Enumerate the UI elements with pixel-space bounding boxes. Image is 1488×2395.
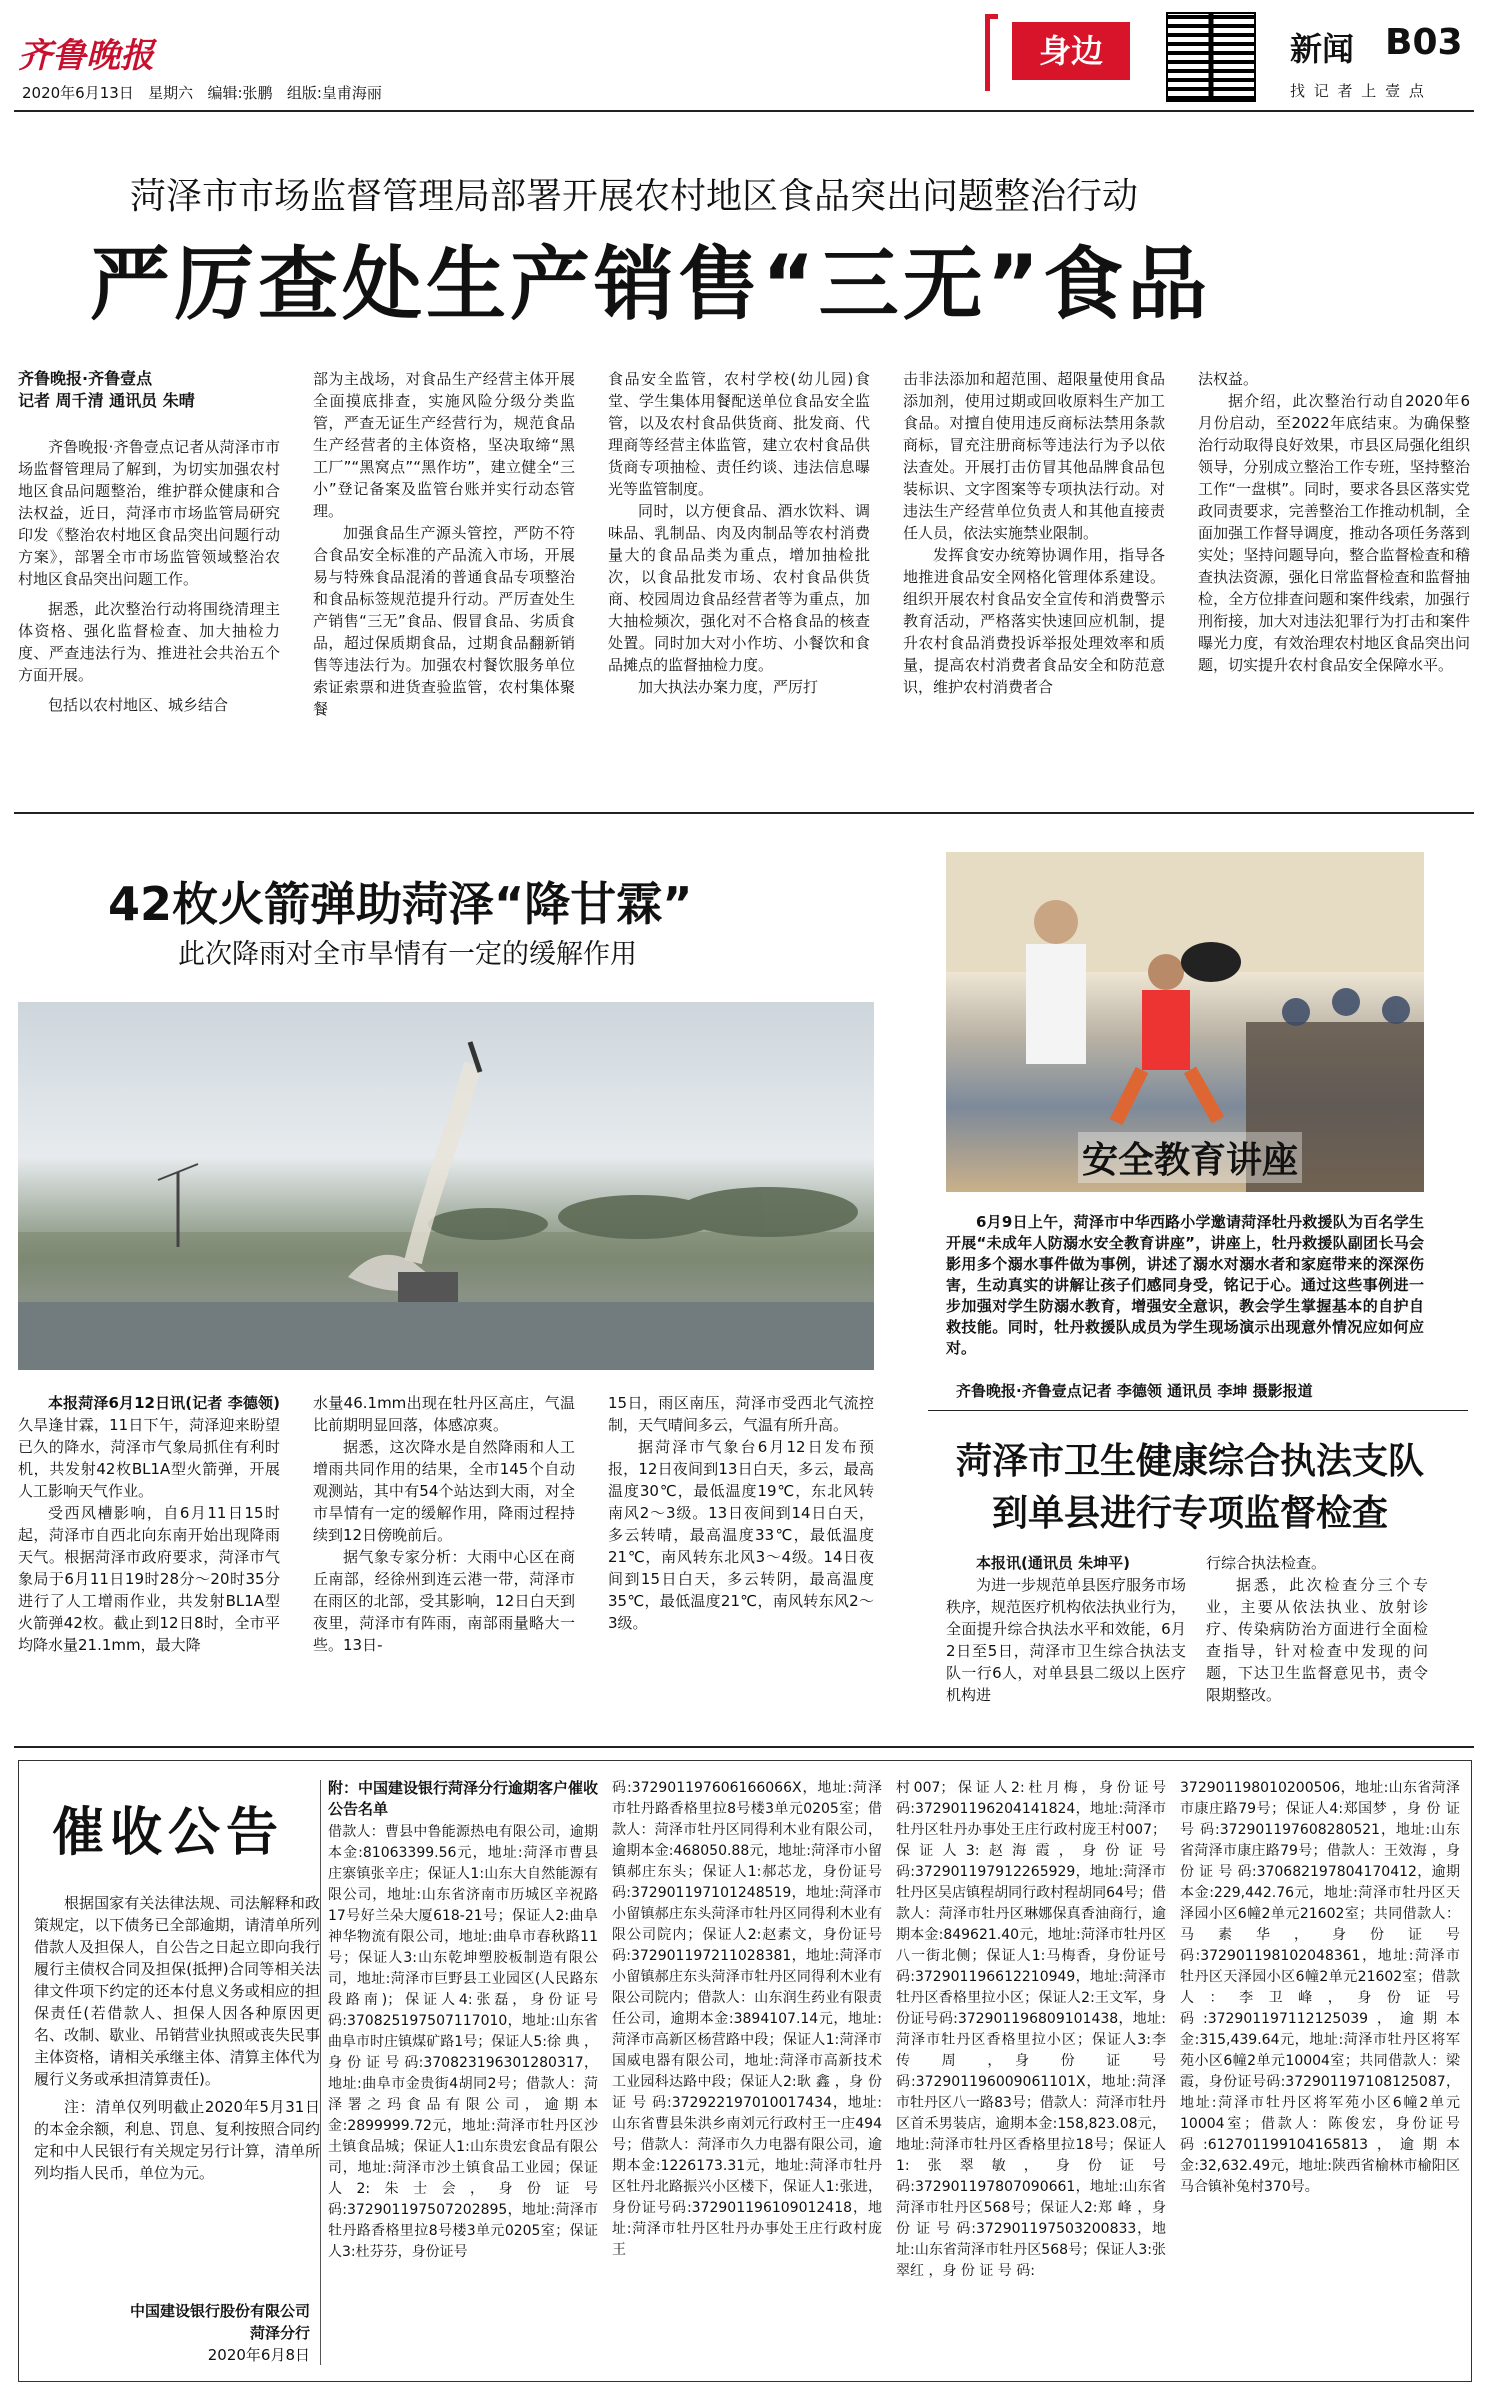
notice-issuer: 中国建设银行股份有限公司 [129,2302,310,2320]
article1-byline [18,368,195,412]
rocket-launch-illustration [18,1002,874,1370]
notice-list-text: 码:372901197606166066X，地址:菏泽市牡丹路香格里拉8号楼3单元0205室；借款人：菏泽市牡丹区同得利木业有限公司，逾期本金:468050.88元，地址:菏泽市小留镇郝庄东头；保证人1:郝芯龙，身份证号码:372901197101248519，地址:菏泽市小留镇郝庄东头菏泽市牡丹区同得利木业有限公司院内；保证人2:赵素文，身份证号码:372901197211028381，地址:菏泽市小留镇郝庄东头菏泽市牡丹区同得利木业有限公司院内；借款人：山东润生药业有限责任公司，逾期本金:3894107.14元，地址:菏泽市高新区杨营路中段；保证人1:菏泽市国威电器有限公司，地址:菏泽市高新技术工业园科达路中段；保证人2:耿 鑫 ，身 份 证 号 码:372922197010017434，地址:山东省曹县朱洪乡南刘元行政村王一庄494号；借款人：菏泽市久力电器有限公司，逾期本金:1226173.31元，地址:菏泽市牡丹区牡丹北路振兴小区楼下，保证人1:张进，身份证号码:372901196109012418，地址:菏泽市牡丹区牡丹办事处王庄行政村庞王 [612,1780,882,2258]
article2-paragraph: 据菏泽市气象台6月12日发布预报，12日夜间到13日白天，多云，最高温度30℃，最低温度19℃，东北风转南风2～3级。13日夜间到14日白天，多云转晴，最高温度33℃，最低温度21℃，南风转东北风3～4级。14日夜间到15日白天，多云转阴，最高温度35℃，最低温度21℃，南风转东风2～3级。 [608,1438,874,1632]
article2-paragraph: 据悉，这次降水是自然降雨和人工增雨共同作用的结果，全市145个自动观测站，其中有54个站达到大雨，对全市旱情有一定的缓解作用，降雨过程持续到12日傍晚前后。 [313,1438,575,1544]
article1-paragraph: 齐鲁晚报·齐鲁壹点记者从菏泽市市场监督管理局了解到，为切实加强农村地区食品问题整治，维护群众健康和合法权益，近日，菏泽市市场监管局研究印发《整治农村地区食品突出问题行动方案》，部署全市市场监管领域整治农村地区食品突出问题工作。 [18,438,280,588]
article1-column-2 [313,368,575,796]
article1-paragraph: 食品安全监管，农村学校(幼儿园)食堂、学生集体用餐配送单位食品安全监管，以及农村食品供货商、批发商、代理商等经营主体监管，建立农村食品供货商专项抽检、责任约谈、违法信息曝光等监管制度。 [608,370,870,498]
photo-story-body [946,1212,1424,1358]
photo-story-divider [928,1410,1468,1411]
article2-paragraph: 水量46.1mm出现在牡丹区高庄，气温比前期明显回落，体感凉爽。 [313,1394,575,1434]
article1-column-3 [608,368,870,796]
article2-paragraph [18,1392,280,1502]
issue-date: 2020年6月13日 [22,84,134,102]
photo-story-caption-title: 安全教育讲座 [1078,1132,1302,1183]
notice-signature [60,2300,310,2366]
masthead-rule [14,110,1474,112]
notice-list-column-4 [1180,1778,1460,2370]
article1-paragraph: 发挥食安办统筹协调作用，指导各地推进食品安全网格化管理体系建设。组织开展农村食品安全宣传和消费警示教育活动，严格落实快速回应机制，提升农村食品消费投诉举报处理效率和质量，提高农村消费者食品安全和防范意识，维护农村消费者合 [903,546,1165,696]
article1-byline-outlet: 齐鲁晚报·齐鲁壹点 [18,369,153,388]
article1-paragraph: 部为主战场，对食品生产经营主体开展全面摸底排查，实施风险分级分类监管，严查无证生产经营行为，规范食品生产经营者的主体资格，坚决取缔“黑工厂”“黑窝点”“黑作坊”，建立健全“三小”登记备案及监管台账并实行动态管理。 [313,370,575,520]
article1-column-4 [903,368,1165,796]
article1-paragraph: 加大执法办案力度，严厉打 [638,678,819,696]
notice-title: 催收公告 [52,1803,285,1863]
notice-branch: 菏泽分行 [249,2324,310,2342]
article2-paragraph: 受西风槽影响，自6月11日15时起，菏泽市自西北向东南开始出现降雨天气。根据菏泽市政府要求，菏泽市气象局于6月11日19时28分～20时35分进行了人工增雨作业，共发射BL1A型火箭弹42枚。截止到12日8时，全市平均降水量21.1mm，最大降 [18,1504,280,1654]
article3-column-1 [946,1552,1186,1722]
article3-paragraph: 行综合执法检查。 [1206,1554,1327,1572]
notice-body [34,1892,320,2292]
section-badge: 身边 [1012,22,1130,80]
issue-weekday: 星期六 [148,84,194,102]
article1-paragraph: 包括以农村地区、城乡结合 [48,696,229,714]
article2-headline: 42枚火箭弹助菏泽“降甘霖” [108,877,693,931]
masthead-info [22,82,382,103]
notice-list-column-1 [328,1822,598,2370]
article1-column-1 [18,436,280,796]
notice-list-text: 村007；保证人2:杜月梅，身份证号码:372901196204141824，地址:菏泽市牡丹区牡丹办事处王庄行政村庞王村007；保证人3:赵海霞，身份证号码:372901197912265929，地址:菏泽市牡丹区吴店镇程胡同行政村程胡同64号；借款人：菏泽市牡丹区琳娜保真香油商行，逾期本金:849621.40元，地址:菏泽市牡丹区八一街北侧；保证人1:马梅香，身份证号码:372901196612210949，地址:菏泽市牡丹区香格里拉小区；保证人2:王文军，身份证号码:372901196809101438，地址:菏泽市牡丹区香格里拉小区；保证人3:李 传 周 ，身 份 证 号 码:372901196009061101X，地址:菏泽市牡丹区八一路83号；借款人：菏泽市牡丹区首禾男装店，逾期本金:158,823.08元，地址:菏泽市牡丹区香格里拉18号；保证人1:张翠敏，身份证号码:372901197807090661，地址:山东省菏泽市牡丹区568号；保证人2:郑 峰 ，身 份 证 号 码:372901197503200833，地址:山东省菏泽市牡丹区568号；保证人3:张翠红 ，身 份 证 号 码: [896,1780,1166,2279]
notice-list-heading: 附：中国建设银行菏泽分行逾期客户催收公告名单 [328,1779,599,1818]
article3-paragraph: 本报讯(通讯员 朱坤平) [976,1554,1130,1572]
notice-paragraph: 注：清单仅列明截止2020年5月31日的本金余额，利息、罚息、复利按照合同约定和中人民银行有关规定另行计算，清单所列均指人民币，单位为元。 [34,2098,320,2182]
notice-date: 2020年6月8日 [207,2346,310,2364]
article1-byline-authors: 记者 周千清 通讯员 朱晴 [18,391,195,410]
article3-paragraph: 为进一步规范单县医疗服务市场秩序，规范医疗机构依法执业行为，全面提升综合执法水平和效能，6月2日至5日，菏泽市卫生综合执法支队一行6人，对单县县二级以上医疗机构进 [946,1576,1186,1704]
article3-column-2 [1206,1552,1428,1722]
notice-list-text: 372901198010200506，地址:山东省菏泽市康庄路79号；保证人4:郑国梦 ，身 份 证 号 码:372901197608280521，地址:山东省菏泽市康庄路79号；借款人：王效海 ，身 份 证 号 码:370682197804170412，逾期本金:229,442.76元，地址:菏泽市牡丹区天泽园小区6幢2单元21602室；共同借款人：马素华，身份证号码:372901198102048361，地址:菏泽市牡丹区天泽园小区6幢2单元21602室；借款人：李卫峰，身份证号码:372901197112125039，逾期本金:315,439.64元，地址:菏泽市牡丹区将军苑小区6幢2单元10004室；共同借款人：梁霞，身份证号码:372901197108125087，地址:菏泽市牡丹区将军苑小区6幢2单元10004室；借款人：陈俊宏，身份证号码:612701199104165813，逾期本金:32,632.49元，地址:陕西省榆林市榆阳区马合镇补兔村370号。 [1180,1780,1460,2195]
notice-paragraph: 根据国家有关法律法规、司法解释和政策规定，以下债务已全部逾期，请清单所列借款人及担保人，自公告之日起立即向我行履行主债权合同及担保(抵押)合同等相关法律文件项下约定的还本付息义务或相应的担保责任(若借款人、担保人因各种原因更名、改制、歇业、吊销营业执照或丧失民事主体资格，请相关承继主体、清算主体代为履行义务或承担清算责任)。 [34,1894,320,2088]
article2-paragraph: 15日，雨区南压，菏泽市受西北气流控制，天气晴间多云，气温有所升高。 [608,1394,874,1434]
photo-story-paragraph: 6月9日上午，菏泽市中华西路小学邀请菏泽牡丹救援队为百名学生开展“未成年人防溺水安全教育讲座”，讲座上，牡丹救援队副团长马会影用多个溺水事件做为事例，讲述了溺水对溺水者和家庭带来的深深伤害，生动真实的讲解让孩子们感同身受，铭记于心。通过这些事例进一步加强对学生防溺水教育，增强安全意识，教会学生掌握基本的自护自救技能。同时，牡丹救援队成员为学生现场演示出现意外情况应如何应对。 [946,1213,1424,1357]
notice-list-text: 借款人：曹县中鲁能源热电有限公司，逾期本金:81063399.56元，地址:菏泽市曹县庄寨镇张辛庄；保证人1:山东大自然能源有限公司，地址:山东省济南市历城区辛祝路17号好兰朵大厦618-21号；保证人2:曲阜神华物流有限公司，地址:曲阜市春秋路11号；保证人3:山东乾坤塑胶板制造有限公司，地址:菏泽市巨野县工业园区(人民路东段路南)；保证人4:张磊，身份证号码:370825197507117010，地址:山东省曲阜市时庄镇煤矿路1号；保证人5:徐 典 ，身 份 证 号 码:370823196301280317，地址:曲阜市金贵街4胡同2号；借款人：菏泽署之玛食品有限公司，逾期本金:2899999.72元，地址:菏泽市牡丹区沙土镇食品城；保证人1:山东贵宏食品有限公司，地址:菏泽市沙土镇食品工业园；保证人2:朱士会，身份证号码:372901197507202895，地址:菏泽市牡丹路香格里拉8号楼3单元0205室；保证人3:杜芬芬，身份证号 [328,1824,598,2260]
article1-headline: 严厉查处生产销售“三无”食品 [90,238,1212,331]
masthead-tagline: 找 记 者 上 壹 点 [1290,82,1426,100]
article1-paragraph: 击非法添加和超范围、超限量使用食品添加剂，使用过期或回收原料生产加工食品。对擅自使用违反商标法禁用条款商标，冒充注册商标等违法行为予以依法查处。开展打击仿冒其他品牌食品包装标识、文字图案等专项执法行动。对违法生产经营单位负责人和其他直接责任人员，依法实施禁业限制。 [903,370,1165,542]
article3-headline-line1: 菏泽市卫生健康综合执法支队 [955,1441,1424,1482]
qr-code-icon [1166,12,1256,102]
article1-paragraph: 据悉，此次整治行动将围绕清理主体资格、强化监督检查、加大抽检力度、严查违法行为、推进社会共治五个方面开展。 [18,600,280,684]
notice-list-column-2 [612,1778,882,2370]
notice-column-divider [320,1780,321,2365]
article1-paragraph: 法权益。 [1198,370,1259,388]
article1-paragraph: 据介绍，此次整治行动自2020年6月份启动，至2022年底结束。为确保整治行动取得良好效果，市县区局强化组织领导，分别成立整治工作专班，坚持整治工作“一盘棋”。同时，要求各县区落实党政同责要求，完善整治工作推动机制，全面加强工作督导调度，推动各项任务落到实处；坚持问题导向，整合监督检查和稽查执法资源，强化日常监督检查和监督抽检，全方位排查问题和案件线索，加强行刑衔接，加大对违法犯罪行为打击和案件曝光力度，有效治理农村地区食品突出问题，切实提升农村食品安全保障水平。 [1198,392,1470,674]
article3-headline [950,1436,1430,1540]
article2-column-1 [18,1392,280,1684]
article3-headline-line2: 到单县进行专项监督检查 [991,1493,1388,1534]
photo-story-credit: 齐鲁晚报·齐鲁壹点记者 李德领 通讯员 李坤 摄影报道 [956,1382,1313,1400]
article1-kicker: 菏泽市市场监督管理局部署开展农村地区食品突出问题整治行动 [130,176,1139,217]
article3-paragraph: 据悉，此次检查分三个专业，主要从依法执业、放射诊疗、传染病防治方面进行全面检查指导，针对检查中发现的问题，下达卫生监督意见书，责令限期整改。 [1206,1576,1428,1704]
article1-column-5 [1198,368,1470,796]
article2-column-2 [313,1392,575,1684]
notice-top-rule [14,1746,1474,1748]
article2-lead: 本报菏泽6月12日讯(记者 李德领) [48,1394,280,1412]
page-number: B03 [1385,22,1463,63]
newspaper-logo: 齐鲁晚报 [18,36,154,76]
article1-divider [14,812,1474,814]
article2-paragraph: 据气象专家分析：大雨中心区在商丘南部，经徐州到连云港一带，菏泽市在雨区的北部，受其影响，12日白天到夜里，菏泽市有阵雨，南部雨量略大一些。13日- [313,1548,575,1654]
section-badge-bracket [985,14,998,91]
article2-subhead: 此次降雨对全市旱情有一定的缓解作用 [178,939,637,970]
article1-paragraph: 加强食品生产源头管控，严防不符合食品安全标准的产品流入市场，开展易与特殊食品混淆的普通食品专项整治和食品标签规范提升行动。严厉查处生产销售“三无”食品、假冒食品、劣质食品，超过保质期食品，过期食品翻新销售等违法行为。加强农村餐饮服务单位索证索票和进货查验监管，农村集体聚餐 [313,524,575,718]
editor-credit: 编辑:张鹏 [207,84,273,102]
notice-list-column-3 [896,1778,1166,2370]
article1-paragraph: 同时，以方便食品、酒水饮料、调味品、乳制品、肉及肉制品等农村消费量大的食品品类为重点，增加抽检批次，以食品批发市场、农村食品供货商、校园周边食品经营者等为重点，加大抽检频次，强化对不合格食品的核查处置。同时加大对小作坊、小餐饮和食品摊点的监督抽检力度。 [608,502,870,674]
article2-column-3 [608,1392,874,1684]
layout-credit: 组版:皇甫海丽 [286,84,382,102]
section-name: 新闻 [1290,30,1355,68]
rocket-launch-photo [18,1002,874,1370]
article2-lead-text: 久旱逢甘霖，11日下午，菏泽迎来盼望已久的降水，菏泽市气象局抓住有利时机，共发射42枚BL1A型火箭弹，开展人工影响天气作业。 [18,1416,280,1500]
